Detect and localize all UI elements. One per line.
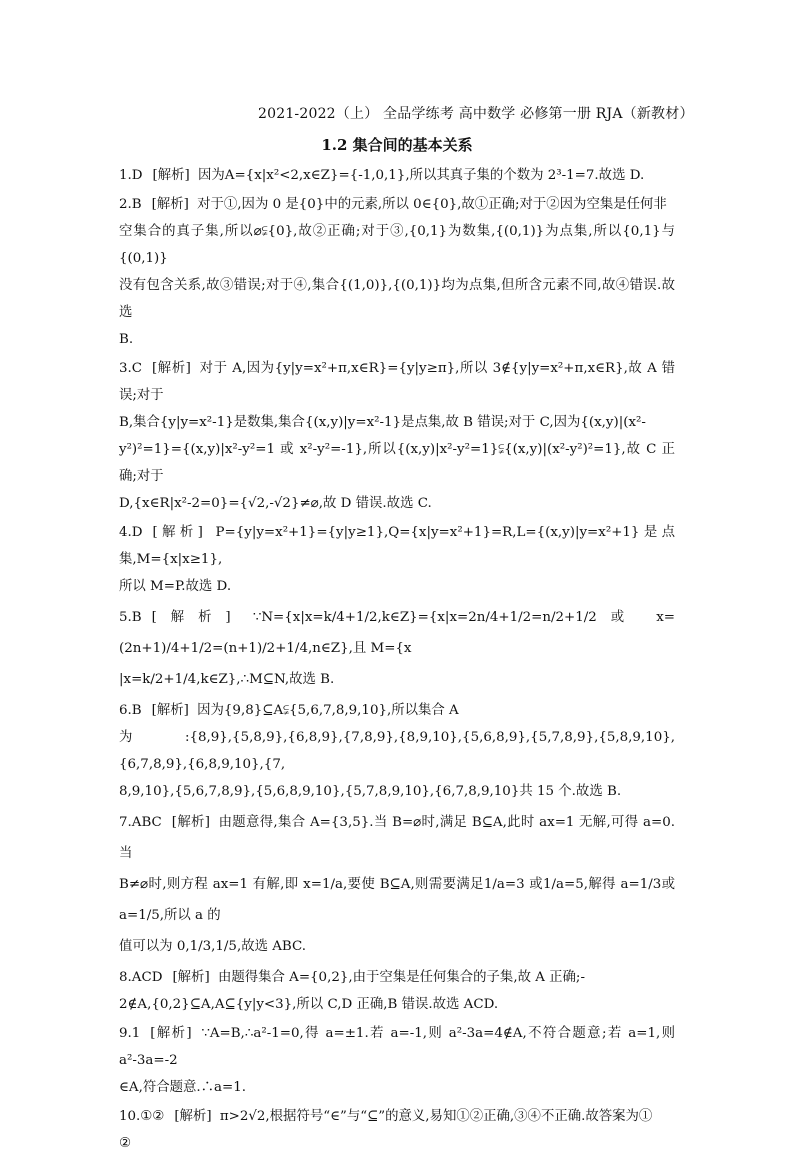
- solution-item: [119, 519, 675, 600]
- solution-line: 没有包含关系,故③错误;对于④,集合{(1,0)},{(0,1)}均为点集,但所含元素不同,故④错误.故选: [119, 278, 675, 320]
- solutions-list: [119, 162, 675, 1159]
- analysis-tag: [解析]: [171, 815, 210, 830]
- answer-label: 3.C: [119, 361, 143, 376]
- solution-item: [119, 191, 675, 353]
- solution-item: [119, 355, 675, 517]
- solution-line: 2.B [解析] 对于①,因为 0 是{0}中的元素,所以 0∈{0},故①正确;对于②因为空集是任何非: [119, 197, 667, 212]
- page-header: 2021-2022（上） 全品学练考 高中数学 必修第一册 RJA（新教材）: [258, 106, 694, 122]
- solution-line: 7.ABC [解析] 由题意得,集合 A={3,5}.当 B=⌀时,满足 B⊆A,此时 ax=1 无解,可得 a=0.当: [119, 815, 676, 861]
- analysis-tag: [解析]: [174, 1109, 212, 1124]
- analysis-tag: [解析]: [172, 970, 210, 985]
- solution-line: 5.B [解析] ∵N={x|x=k/4+1/2,k∈Z}={x|x=2n/4+1/2=n/2+1/2或 x=(2n+1)/4+1/2=(n+1)/2+1/4,n∈Z},且 M={x: [119, 610, 675, 656]
- solution-item: [119, 807, 675, 962]
- solution-line: 3.C [解析] 对于 A,因为{y|y=x²+π,x∈R}={y|y≥π},所以 3∉{y|y=x²+π,x∈R},故 A 错误;对于: [119, 361, 675, 403]
- answer-label: 6.B: [119, 703, 142, 718]
- answer-label: 2.B: [119, 197, 142, 212]
- solution-line: 6.B [解析] 因为{9,8}⊆A⫋{5,6,7,8,9,10},所以集合 A: [119, 703, 459, 718]
- analysis-tag: [解析]: [152, 168, 190, 183]
- answer-label: 5.B: [119, 610, 142, 625]
- answer-label: 8.ACD: [119, 970, 163, 985]
- analysis-tag: [解析]: [151, 197, 189, 212]
- solution-line: B,集合{y|y=x²-1}是数集,集合{(x,y)|y=x²-1}是点集,故 B 错误;对于 C,因为{(x,y)|(x²-: [119, 415, 646, 430]
- solution-line: 8,9,10},{5,6,7,8,9},{5,6,8,9,10},{5,7,8,9,10},{6,7,8,9,10}共 15 个.故选 B.: [119, 784, 622, 799]
- solution-item: [119, 1020, 675, 1101]
- analysis-tag: [解析]: [152, 361, 191, 376]
- analysis-tag: [解析]: [151, 610, 231, 625]
- section-title: 1.2 集合间的基本关系: [321, 136, 473, 154]
- solution-line: ②: [119, 1136, 132, 1151]
- solution-line: 值可以为 0,1/3,1/5,故选 ABC.: [119, 939, 307, 954]
- analysis-tag: [解析]: [150, 1026, 192, 1041]
- solution-item: [119, 162, 675, 189]
- analysis-tag: [解析]: [151, 703, 189, 718]
- solution-line: 为:{8,9},{5,8,9},{6,8,9},{7,8,9},{8,9,10},{5,6,8,9},{5,7,8,9},{5,8,9,10},{6,7,8,9},{6,8,9,10},{7,: [119, 730, 675, 772]
- answer-label: 4.D: [119, 525, 143, 540]
- solution-line: 2∉A,{0,2}⊆A,A⊆{y|y<3},所以 C,D 正确,B 错误.故选 ACD.: [119, 997, 499, 1012]
- solution-line: y²)²=1}={(x,y)|x²-y²=1 或 x²-y²=-1},所以{(x,y)|x²-y²=1}⫋{(x,y)|(x²-y²)²=1},故 C 正确;对于: [119, 442, 675, 484]
- solution-line: B.: [119, 332, 134, 347]
- solution-item: [119, 1103, 675, 1157]
- solution-item: [119, 964, 675, 1018]
- solution-line: |x=k/2+1/4,k∈Z},∴M⊆N,故选 B.: [119, 672, 335, 687]
- answer-label: 1.D: [119, 168, 143, 183]
- answer-label: 10.①②: [119, 1109, 165, 1124]
- solution-item: [119, 602, 675, 695]
- solution-line: 所以 M=P.故选 D.: [119, 579, 232, 594]
- analysis-tag: [解析]: [152, 525, 203, 540]
- solution-line: 1.D [解析] 因为A={x|x²<2,x∈Z}={-1,0,1},所以其真子集的个数为 2³-1=7.故选 D.: [119, 168, 645, 183]
- solution-line: 空集合的真子集,所以⌀⫋{0},故②正确;对于③,{0,1}为数集,{(0,1)}为点集,所以{0,1}与{(0,1)}: [119, 224, 675, 266]
- solution-line: 10.①② [解析] π>2√2,根据符号“∈”与“⊆”的意义,易知①②正确,③④不正确.故答案为①: [119, 1109, 653, 1124]
- answer-label: 7.ABC: [119, 815, 162, 830]
- solution-line: B≠⌀时,则方程 ax=1 有解,即 x=1/a,要使 B⊆A,则需要满足1/a=3 或1/a=5,解得 a=1/3或 a=1/5,所以 a 的: [119, 877, 675, 923]
- answer-label: 9.1: [119, 1026, 141, 1041]
- solution-line: ∈A,符合题意.∴a=1.: [119, 1080, 247, 1095]
- solution-line: 8.ACD [解析] 由题得集合 A={0,2},由于空集是任何集合的子集,故 A 正确;-: [119, 970, 585, 985]
- solution-item: [119, 697, 675, 805]
- solution-line: D,{x∈R|x²-2=0}={√2,-√2}≠⌀,故 D 错误.故选 C.: [119, 496, 432, 511]
- solution-line: 4.D [解析] P={y|y=x²+1}={y|y≥1},Q={x|y=x²+1}=R,L={(x,y)|y=x²+1}是点集,M={x|x≥1},: [119, 525, 675, 567]
- solution-line: 9.1 [解析] ∵A=B,∴a²-1=0,得 a=±1.若 a=-1,则 a²-3a=4∉A,不符合题意;若 a=1,则 a²-3a=-2: [119, 1026, 675, 1068]
